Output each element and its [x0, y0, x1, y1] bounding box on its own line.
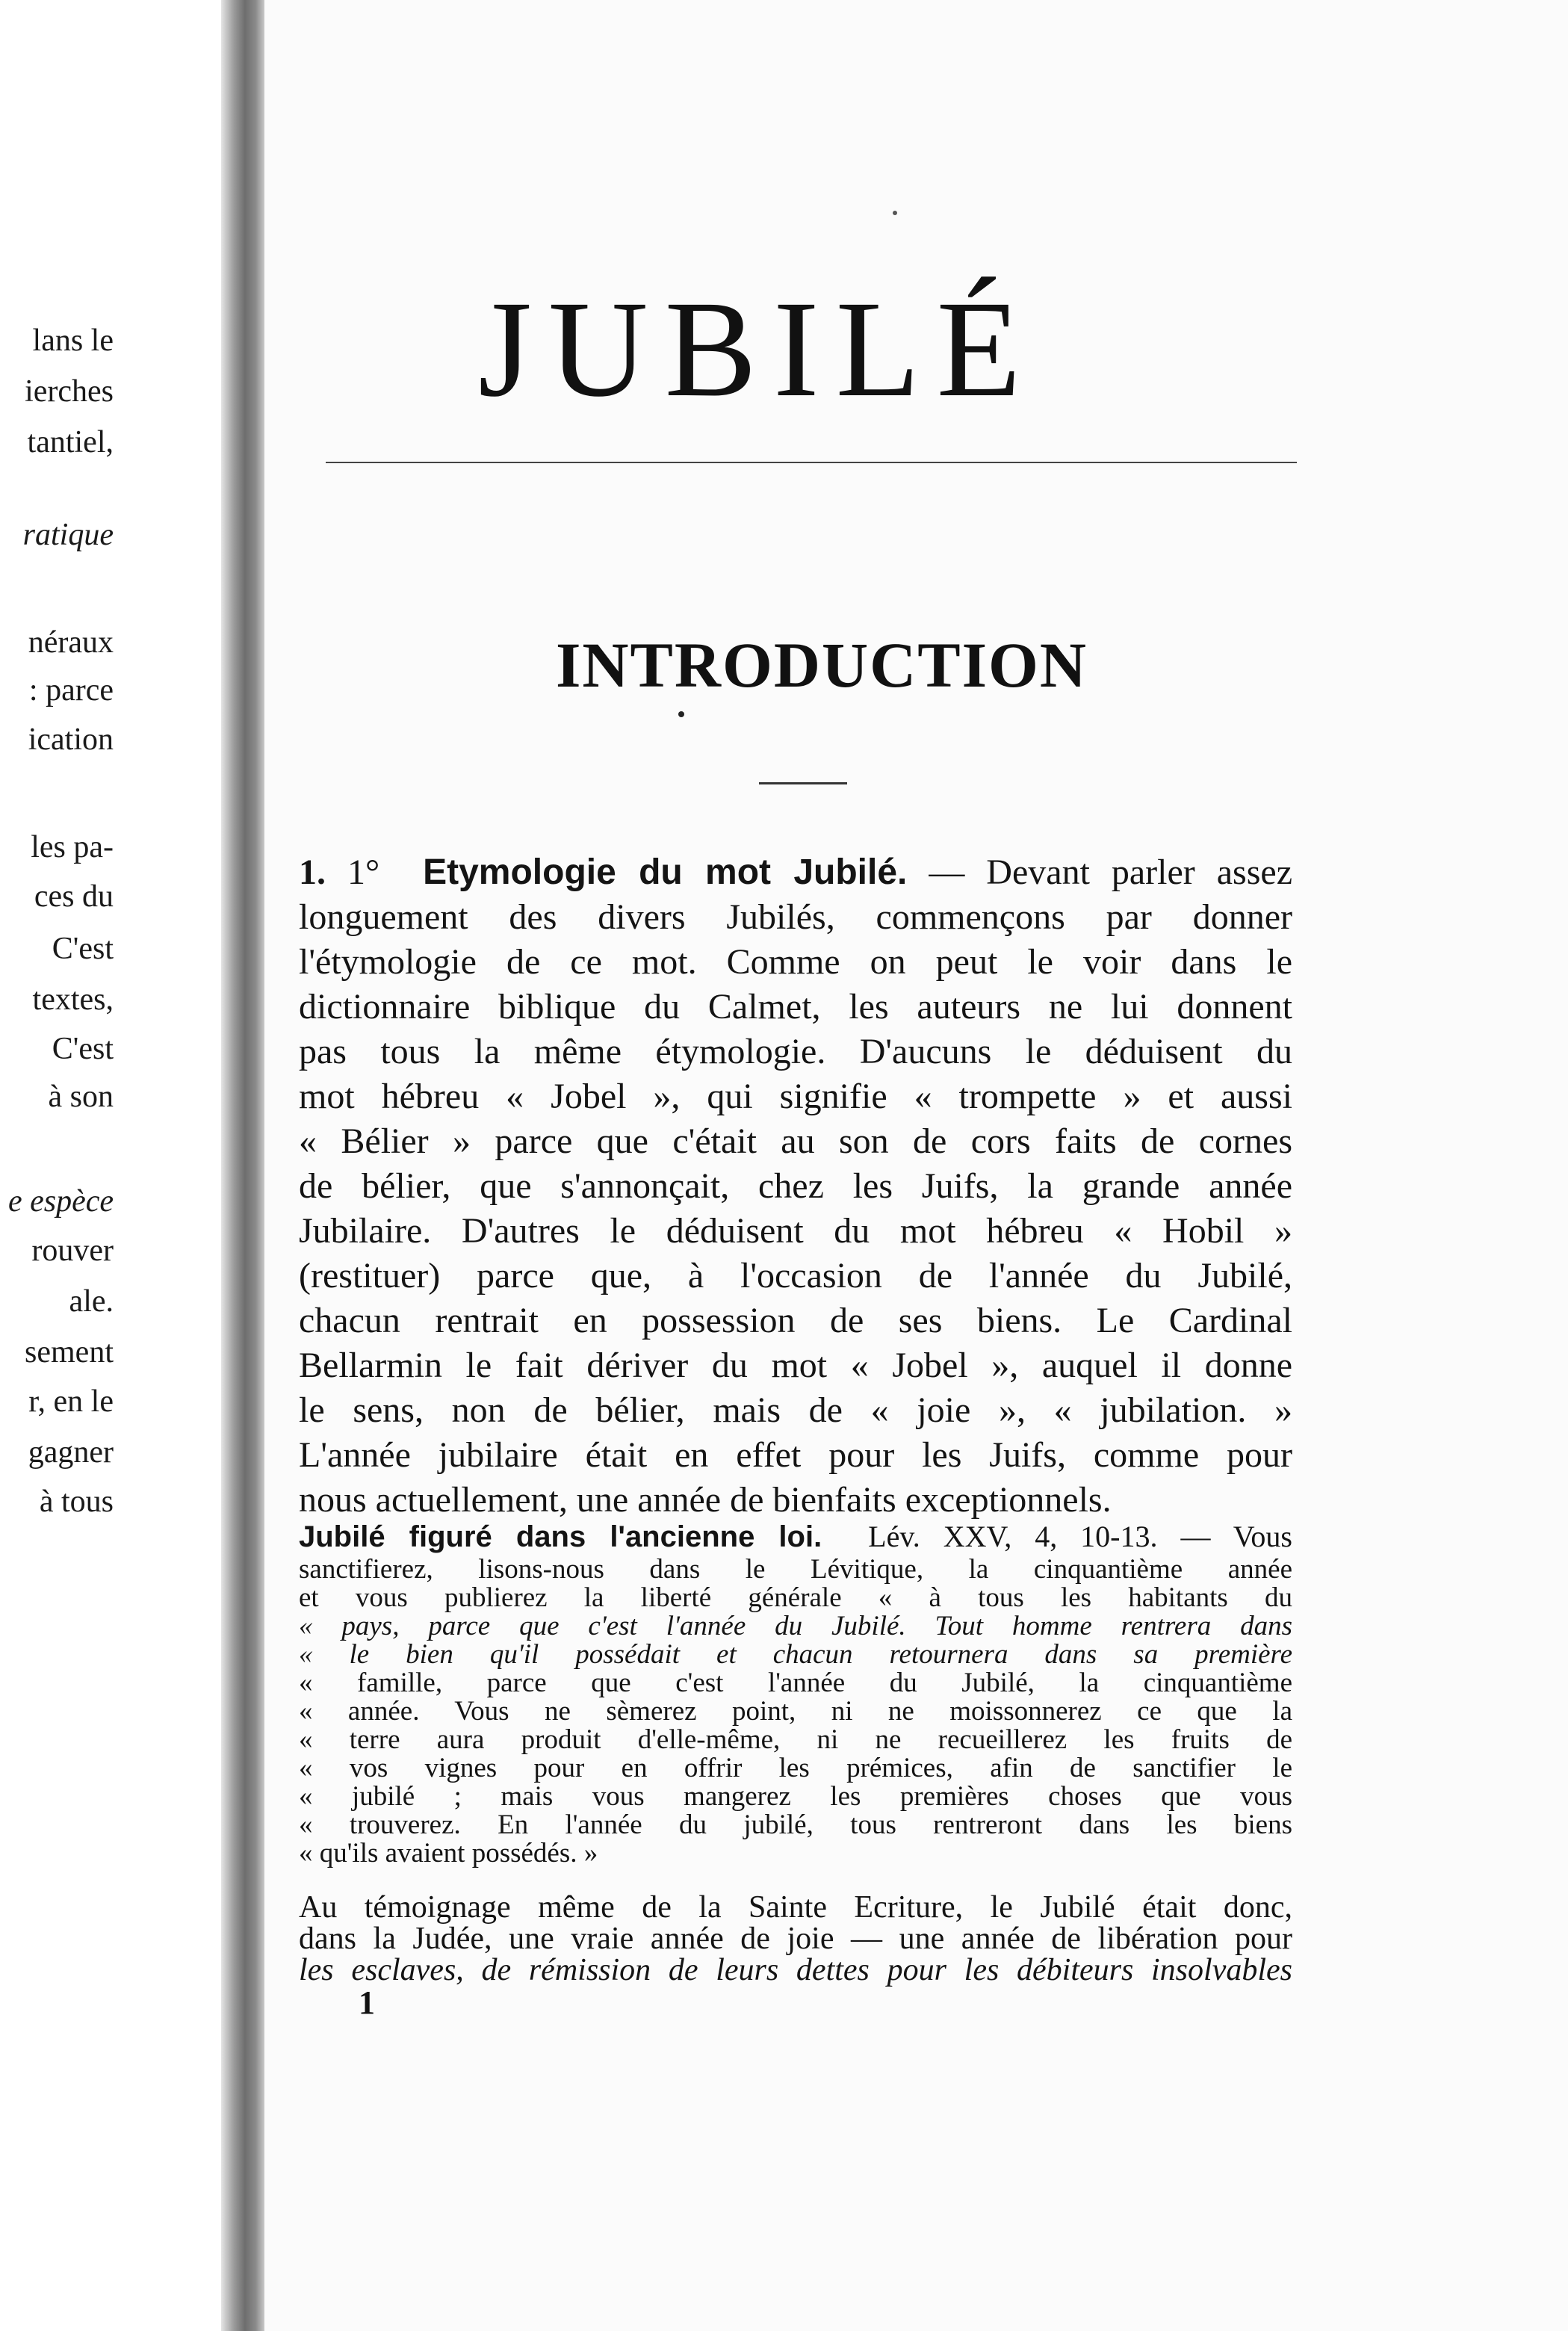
left-page-line: les pa-: [31, 830, 114, 864]
paragraph-line: l'étymologie de ce mot. Comme on peut le voir dans le: [299, 942, 1292, 982]
paragraph-line: sanctifierez, lisons-nous dans le Lévitique, la cinquantième année: [299, 1554, 1292, 1585]
section-divider: [759, 782, 847, 784]
paragraph-line: « année. Vous ne sèmerez point, ni ne moissonnerez ce que la: [299, 1696, 1292, 1727]
paragraph-line: longuement des divers Jubilés, commençons par donner: [299, 897, 1292, 937]
section-dot: [678, 711, 684, 717]
left-page-line: textes,: [32, 982, 114, 1017]
paragraph-line: « trouverez. En l'année du jubilé, tous rentreront dans les biens: [299, 1810, 1292, 1840]
left-page-line: lans le: [32, 324, 114, 358]
paragraph-line: L'année jubilaire était en effet pour les Juifs, comme pour: [299, 1435, 1292, 1475]
paragraph-old-law: [299, 1518, 1292, 1868]
paragraph-line: mot hébreu « Jobel », qui signifie « trompette » et aussi: [299, 1077, 1292, 1116]
left-page-line: r, en le: [28, 1384, 114, 1419]
left-page-line: C'est: [52, 1032, 114, 1066]
left-page-line: à tous: [39, 1485, 114, 1519]
left-page-line: à son: [48, 1080, 114, 1114]
paragraph-line: dans la Judée, une vraie année de joie — une année de libération pour: [299, 1922, 1292, 1956]
left-page-line: ces du: [34, 879, 114, 914]
paragraph-testimony: [299, 1892, 1292, 1986]
paragraph-line: nous actuellement, une année de bienfaits exceptionnels.: [299, 1480, 1112, 1520]
paragraph-line: « vos vignes pour en offrir les prémices, afin de sanctifier le: [299, 1753, 1292, 1783]
paragraph-line: pas tous la même étymologie. D'aucuns le déduisent du: [299, 1032, 1292, 1071]
paragraph-line: [299, 1518, 1292, 1555]
paragraph-line: « famille, parce que c'est l'année du Jubilé, la cinquantième: [299, 1668, 1292, 1698]
paragraph-line: de bélier, que s'annonçait, chez les Juifs, la grande année: [299, 1166, 1292, 1206]
left-page-line: ratique: [22, 518, 114, 552]
scripture-reference: Lév. XXV, 4, 10-13. — Vous: [868, 1520, 1293, 1553]
paragraph-line: Jubilaire. D'autres le déduisent du mot hébreu « Hobil »: [299, 1211, 1292, 1251]
paragraph-line: dictionnaire biblique du Calmet, les auteurs ne lui donnent: [299, 987, 1292, 1027]
left-page-line: ication: [28, 722, 114, 757]
paragraph-line: chacun rentrait en possession de ses biens. Le Cardinal: [299, 1301, 1292, 1340]
left-page-line: gagner: [28, 1435, 114, 1470]
paragraph-line: « terre aura produit d'elle-même, ni ne recueillerez les fruits de: [299, 1724, 1292, 1755]
paragraph-line: (restituer) parce que, à l'occasion de l'année du Jubilé,: [299, 1256, 1292, 1295]
paragraph-line: « qu'ils avaient possédés. »: [299, 1838, 598, 1869]
left-page-line: ale.: [69, 1284, 114, 1319]
paragraph-line: les esclaves, de rémission de leurs dettes pour les débiteurs insolvables: [299, 1953, 1292, 1987]
paragraph-line: « pays, parce que c'est l'année du Jubilé. Tout homme rentrera dans: [299, 1611, 1292, 1641]
paragraph-line: le sens, non de bélier, mais de « joie », « jubilation. »: [299, 1390, 1292, 1430]
left-page-line: e espèce: [7, 1184, 114, 1219]
page-title: JUBILÉ: [478, 273, 1038, 426]
title-divider: [326, 462, 1297, 463]
paragraph-line: [299, 850, 1292, 895]
left-page-line: tantiel,: [27, 425, 114, 459]
paragraph-line: Au témoignage même de la Sainte Ecriture, le Jubilé était donc,: [299, 1890, 1292, 1925]
section-title: INTRODUCTION: [555, 629, 1088, 701]
paragraph-line-text: — Devant parler assez: [929, 852, 1293, 892]
left-page-line: C'est: [52, 932, 114, 966]
paragraph-line: et vous publierez la liberté générale « à tous les habitants du: [299, 1582, 1292, 1613]
page-number: 1: [359, 1984, 375, 2021]
book-gutter: [221, 0, 264, 2331]
left-page-line: : parce: [28, 673, 114, 708]
paragraph-heading: Jubilé figuré dans l'ancienne loi.: [299, 1520, 822, 1553]
left-page-fragment: [0, 0, 224, 2331]
left-page-line: néraux: [28, 625, 114, 660]
paragraph-line: « le bien qu'il possédait et chacun retournera dans sa première: [299, 1639, 1292, 1670]
paragraph-heading: Etymologie du mot Jubilé.: [423, 852, 908, 892]
paragraph-number: 1.: [299, 852, 326, 892]
paragraph-ordinal: 1°: [347, 852, 380, 892]
print-speck: [893, 211, 897, 215]
left-page-line: ierches: [25, 374, 114, 409]
left-page-line: rouver: [31, 1233, 114, 1268]
left-page-line: sement: [25, 1335, 114, 1369]
paragraph-etymology: [299, 850, 1292, 1523]
paragraph-line: « Bélier » parce que c'était au son de cors faits de cornes: [299, 1121, 1292, 1161]
paragraph-line: « jubilé ; mais vous mangerez les premières choses que vous: [299, 1781, 1292, 1812]
paragraph-line: Bellarmin le fait dériver du mot « Jobel », auquel il donne: [299, 1346, 1292, 1385]
